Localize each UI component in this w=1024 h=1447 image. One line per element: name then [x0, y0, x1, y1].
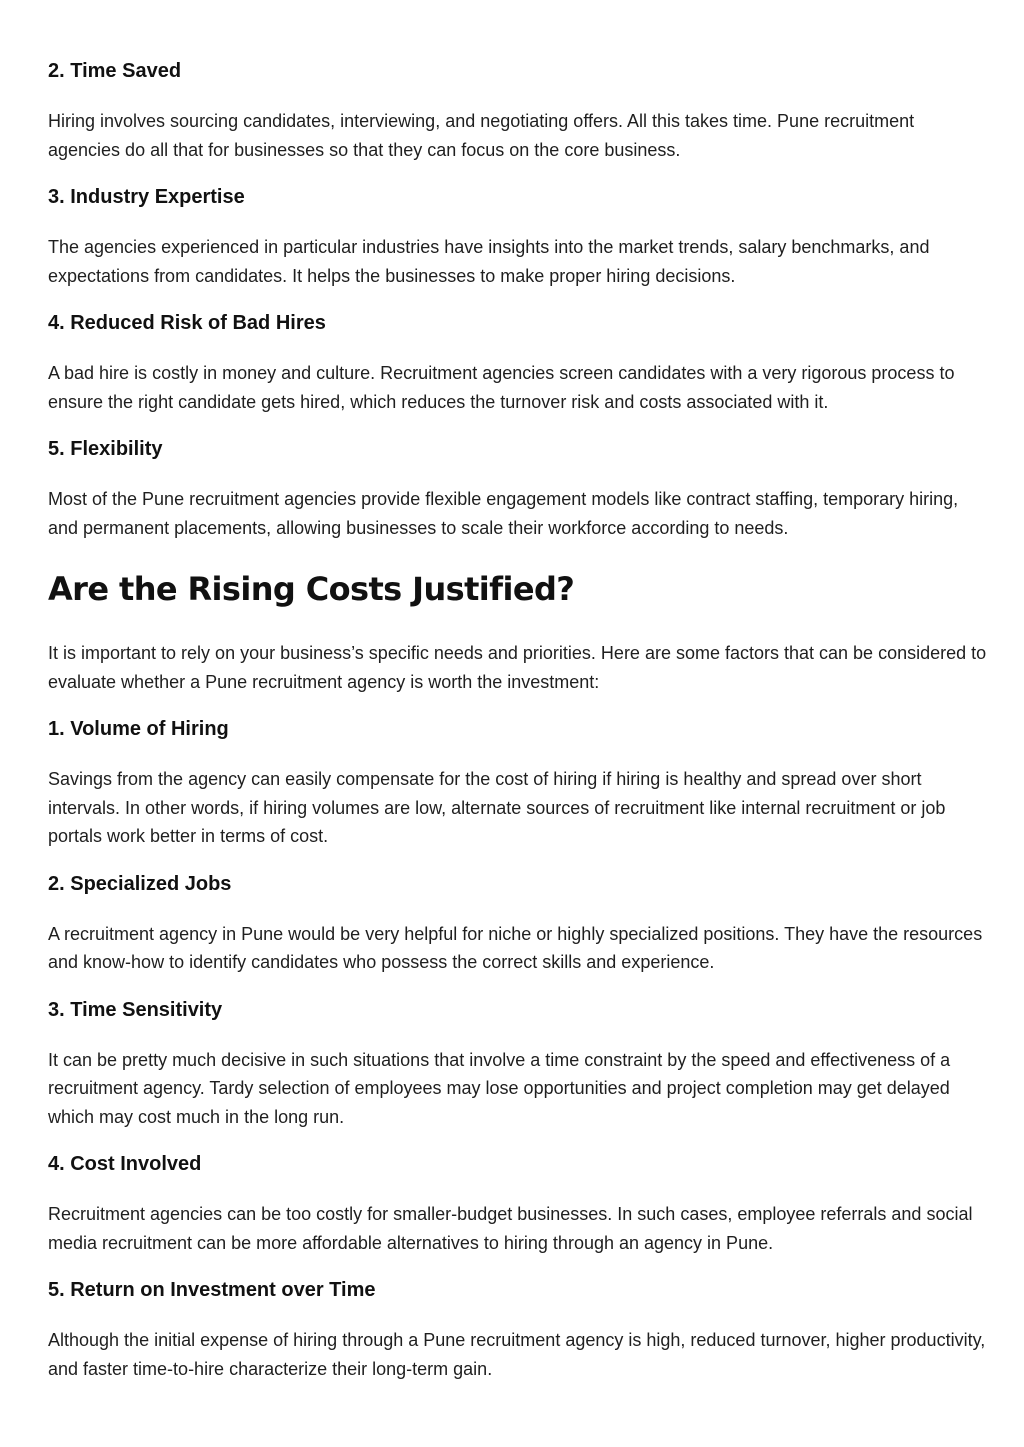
main-heading: Are the Rising Costs Justified? — [48, 570, 575, 608]
section-text-reduced-risk: A bad hire is costly in money and culture. Recruitment agencies screen candidates with a very rigorous process to ensure the right candidate gets hired, which reduces the turnover risk and costs associated with it. — [48, 363, 955, 412]
factor-text-roi: Although the initial expense of hiring through a Pune recruitment agency is high, reduced turnover, higher productivity, and faster time-to-hire characterize their long-term gain. — [48, 1330, 986, 1379]
section-heading-industry-expertise: 3. Industry Expertise — [48, 186, 245, 208]
section-text-time-saved: Hiring involves sourcing candidates, interviewing, and negotiating offers. All this takes time. Pune recruitment agencies do all that for businesses so that they can focus on the core business. — [48, 111, 915, 160]
factor-heading-specialized: 2. Specialized Jobs — [48, 872, 232, 895]
factor-text-cost: Recruitment agencies can be too costly for smaller-budget businesses. In such cases, employee referrals and social media recruitment can be more affordable alternatives to hiring through an agency in Pune. — [48, 1204, 973, 1253]
factor-heading-volume: 1. Volume of Hiring — [48, 718, 229, 740]
section-heading-time-saved: 2. Time Saved — [48, 60, 182, 82]
factor-heading-time-sensitivity: 3. Time Sensitivity — [48, 998, 223, 1021]
factor-heading-cost: 4. Cost Involved — [48, 1153, 202, 1175]
factor-heading-roi: 5. Return on Investment over Time — [48, 1279, 376, 1301]
section-text-industry-expertise: The agencies experienced in particular industries have insights into the market trends, salary benchmarks, and expectations from candidates. It helps the businesses to make proper hiring decisions. — [48, 237, 930, 286]
section-text-flexibility: Most of the Pune recruitment agencies provide flexible engagement models like contract staffing, temporary hiring, and permanent placements, allowing businesses to scale their workforce according to needs. — [48, 489, 959, 538]
factor-text-volume: Savings from the agency can easily compensate for the cost of hiring if hiring is healthy and spread over short intervals. In other words, if hiring volumes are low, alternate sources of recruitment like internal recruitment or job portals work better in terms of cost. — [48, 769, 946, 846]
factor-text-specialized: A recruitment agency in Pune would be very helpful for niche or highly specialized positions. They have the resources and know-how to identify candidates who possess the correct skills and experience. — [48, 923, 983, 972]
intro-paragraph: It is important to rely on your business’s specific needs and priorities. Here are some factors that can be considered to evaluate whether a Pune recruitment agency is worth the investment: — [48, 643, 987, 692]
article-body — [48, 58, 988, 1403]
section-heading-flexibility: 5. Flexibility — [48, 438, 163, 460]
factor-text-time-sensitivity: It can be pretty much decisive in such situations that involve a time constraint by the speed and effectiveness of a recruitment agency. Tardy selection of employees may lose opportunities and project completion may get delayed which may cost much in the long run. — [48, 1049, 951, 1127]
section-heading-reduced-risk: 4. Reduced Risk of Bad Hires — [48, 312, 326, 334]
